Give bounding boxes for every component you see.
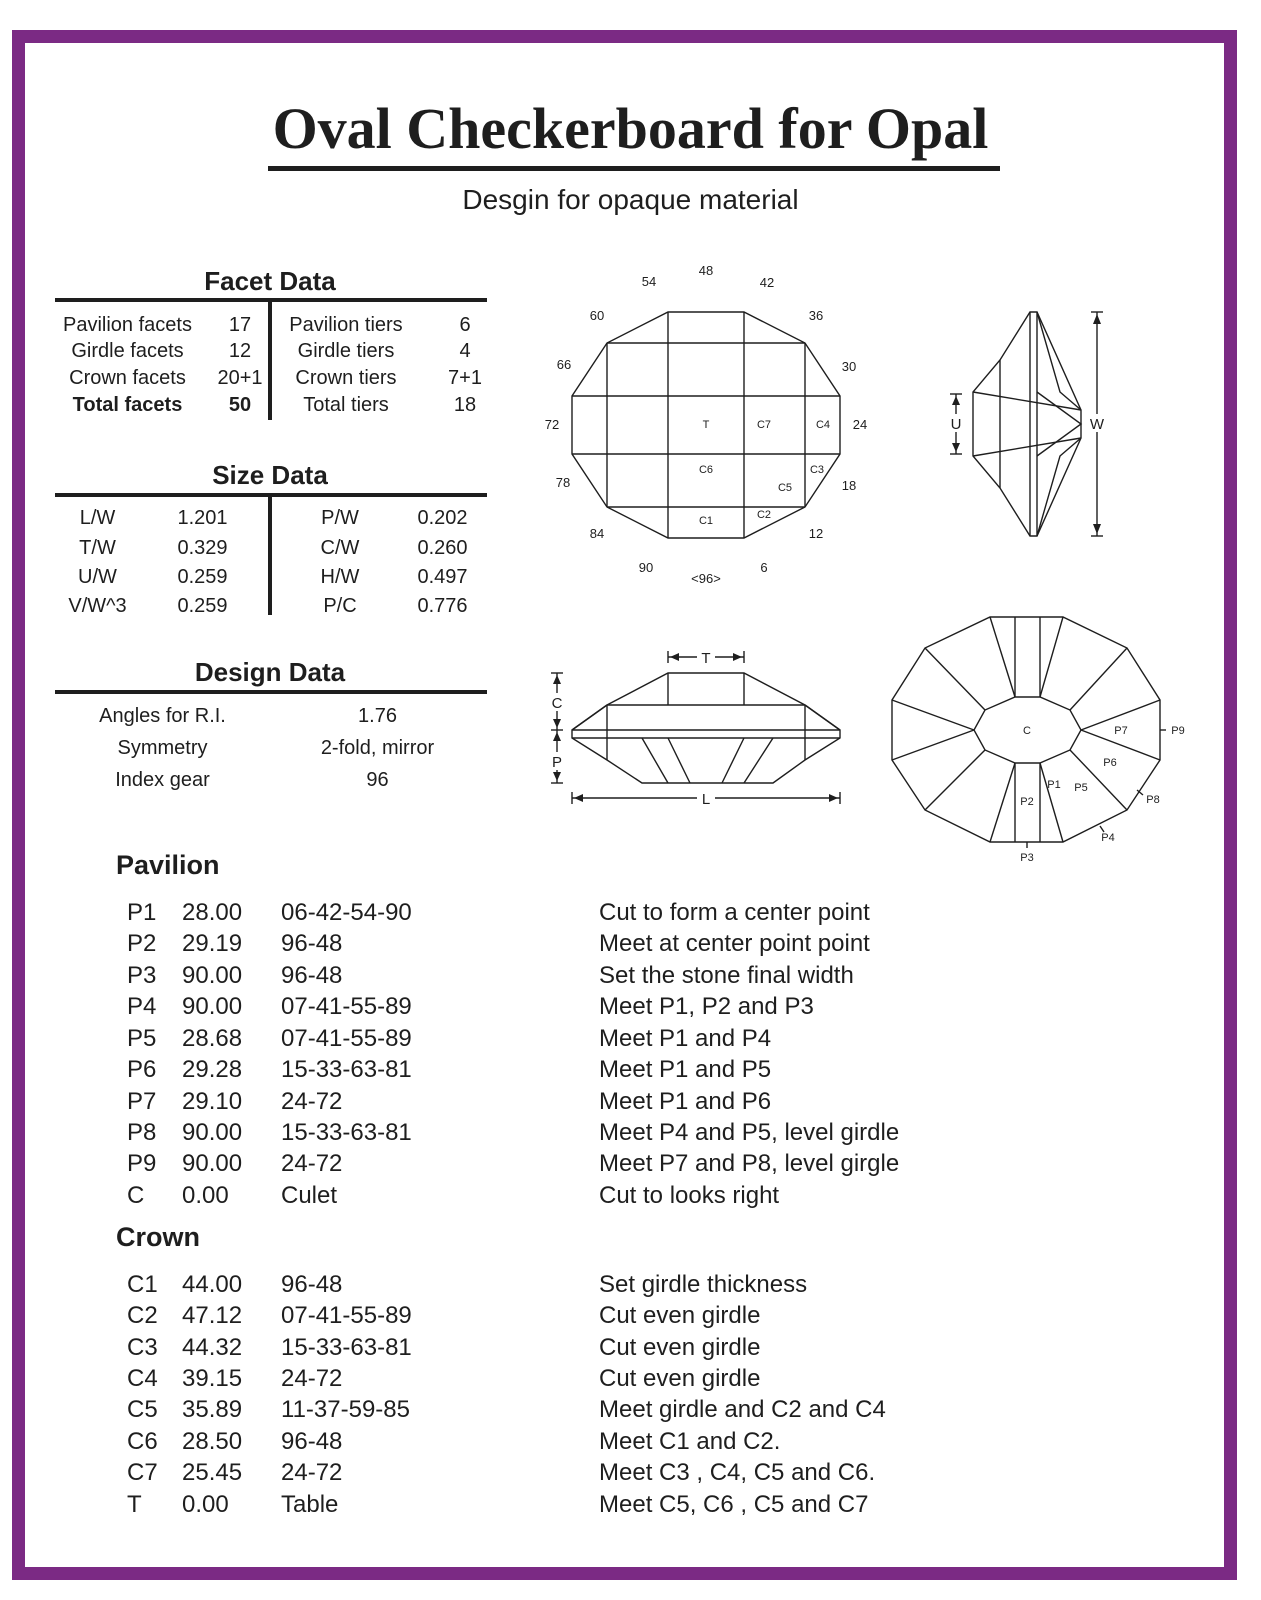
size-value: 0.329 bbox=[177, 537, 228, 559]
dimension-label: C bbox=[551, 695, 563, 712]
index-label: 54 bbox=[641, 274, 657, 289]
facet-label: P4 bbox=[1101, 832, 1115, 844]
profile-view-arrows bbox=[553, 653, 838, 802]
table-row bbox=[0, 1086, 1261, 1118]
table-row bbox=[0, 991, 1261, 1023]
facet-note: Meet C1 and C2. bbox=[599, 1428, 781, 1455]
table-row bbox=[0, 1180, 1261, 1212]
facet-label: P9 bbox=[1171, 725, 1185, 737]
dimension-label: W bbox=[1089, 416, 1105, 433]
facet-angle: 25.45 bbox=[182, 1459, 243, 1486]
index-label: 66 bbox=[556, 357, 572, 372]
facet-index: 24-72 bbox=[281, 1459, 343, 1486]
facet-index: 24-72 bbox=[281, 1365, 343, 1392]
page-title: Oval Checkerboard for Opal bbox=[272, 96, 989, 161]
facet-value: 12 bbox=[228, 340, 252, 362]
size-label: L/W bbox=[79, 507, 116, 529]
facet-label: P7 bbox=[1114, 725, 1128, 737]
facet-id: P8 bbox=[127, 1119, 157, 1146]
index-label: 12 bbox=[808, 526, 824, 541]
facet-id: P9 bbox=[127, 1150, 157, 1177]
facet-label: C4 bbox=[815, 419, 831, 431]
facet-note: Set girdle thickness bbox=[599, 1271, 808, 1298]
facet-id: P4 bbox=[127, 993, 157, 1020]
facet-note: Set the stone final width bbox=[599, 962, 854, 989]
facet-index: 15-33-63-81 bbox=[281, 1119, 412, 1146]
table-row bbox=[0, 897, 1261, 929]
facet-label: P5 bbox=[1074, 782, 1088, 794]
facet-angle: 90.00 bbox=[182, 993, 243, 1020]
facet-label: C7 bbox=[756, 419, 772, 431]
facet-index: 96-48 bbox=[281, 1271, 343, 1298]
tier-label: Girdle tiers bbox=[297, 340, 395, 362]
facet-note: Cut even girdle bbox=[599, 1365, 761, 1392]
facet-index: 15-33-63-81 bbox=[281, 1056, 412, 1083]
index-label: 36 bbox=[808, 308, 824, 323]
facet-label: P2 bbox=[1020, 796, 1034, 808]
size-value: 1.201 bbox=[177, 507, 228, 529]
facet-data-heading: Facet Data bbox=[204, 266, 336, 296]
tier-value: 4 bbox=[459, 340, 471, 362]
facet-angle: 90.00 bbox=[182, 1150, 243, 1177]
facet-angle: 0.00 bbox=[182, 1182, 229, 1209]
facet-label: C2 bbox=[756, 509, 772, 521]
table-row bbox=[0, 928, 1261, 960]
facet-label: C bbox=[1023, 725, 1031, 737]
facet-index: 24-72 bbox=[281, 1088, 343, 1115]
dimension-label: P bbox=[551, 754, 563, 771]
facet-index: Culet bbox=[281, 1182, 338, 1209]
side-view-arrows bbox=[952, 314, 1101, 534]
facet-index: 07-41-55-89 bbox=[281, 1025, 412, 1052]
dimension-label: U bbox=[950, 416, 962, 433]
facet-angle: 28.68 bbox=[182, 1025, 243, 1052]
facet-index: Table bbox=[281, 1491, 339, 1518]
index-label: 24 bbox=[852, 417, 868, 432]
index-label: 48 bbox=[698, 263, 714, 278]
facet-angle: 29.19 bbox=[182, 930, 243, 957]
table-row bbox=[0, 1054, 1261, 1086]
facet-index: 11-37-59-85 bbox=[281, 1396, 410, 1423]
design-data-heading: Design Data bbox=[194, 657, 346, 687]
facet-label-total: Total facets bbox=[72, 394, 183, 416]
table-row bbox=[0, 1489, 1261, 1521]
table-row bbox=[0, 1332, 1261, 1364]
index-label: <96> bbox=[691, 571, 721, 586]
facet-label: P1 bbox=[1047, 779, 1061, 791]
table-row bbox=[0, 1148, 1261, 1180]
index-label: 60 bbox=[589, 308, 605, 323]
facet-index: 24-72 bbox=[281, 1150, 343, 1177]
facet-id: C7 bbox=[127, 1459, 158, 1486]
tier-label: Crown tiers bbox=[295, 367, 397, 389]
facet-label: P3 bbox=[1020, 852, 1034, 864]
facet-angle: 35.89 bbox=[182, 1396, 243, 1423]
facet-note: Cut even girdle bbox=[599, 1302, 761, 1329]
facet-note: Meet girdle and C2 and C4 bbox=[599, 1396, 886, 1423]
dimension-label: L bbox=[701, 791, 711, 808]
facet-label: C1 bbox=[698, 515, 714, 527]
facet-id: P6 bbox=[127, 1056, 157, 1083]
facet-label: P6 bbox=[1103, 757, 1117, 769]
facet-id: P7 bbox=[127, 1088, 157, 1115]
facet-id: C1 bbox=[127, 1271, 158, 1298]
size-value: 0.202 bbox=[417, 507, 468, 529]
table-row bbox=[0, 1363, 1261, 1395]
profile-view-diagram bbox=[551, 651, 840, 804]
facet-index: 07-41-55-89 bbox=[281, 993, 412, 1020]
size-label: V/W^3 bbox=[68, 595, 127, 617]
size-value: 0.260 bbox=[417, 537, 468, 559]
size-label: U/W bbox=[78, 566, 117, 588]
size-label: C/W bbox=[320, 537, 360, 559]
index-label: 72 bbox=[544, 417, 560, 432]
size-label: T/W bbox=[79, 537, 116, 559]
facet-note: Meet P1, P2 and P3 bbox=[599, 993, 814, 1020]
facet-id: C3 bbox=[127, 1334, 158, 1361]
design-value: 96 bbox=[366, 769, 389, 791]
facet-index: 96-48 bbox=[281, 930, 343, 957]
facet-label: Girdle facets bbox=[71, 340, 184, 362]
facet-angle: 90.00 bbox=[182, 1119, 243, 1146]
facet-value-total: 50 bbox=[228, 394, 252, 416]
facet-note: Meet P1 and P5 bbox=[599, 1056, 772, 1083]
facet-id: C5 bbox=[127, 1396, 158, 1423]
facet-note: Meet P4 and P5, level girdle bbox=[599, 1119, 900, 1146]
facet-id: T bbox=[127, 1491, 142, 1518]
facet-note: Meet P1 and P6 bbox=[599, 1088, 772, 1115]
index-label: 78 bbox=[555, 475, 571, 490]
facet-angle: 0.00 bbox=[182, 1491, 229, 1518]
crown-heading: Crown bbox=[116, 1222, 200, 1252]
design-label: Symmetry bbox=[117, 737, 208, 759]
facet-id: P1 bbox=[127, 899, 157, 926]
table-row bbox=[0, 1394, 1261, 1426]
facet-label: C6 bbox=[698, 464, 714, 476]
tier-label: Total tiers bbox=[303, 394, 389, 416]
facet-index: 07-41-55-89 bbox=[281, 1302, 412, 1329]
tier-value: 7+1 bbox=[448, 367, 482, 389]
facet-label: Pavilion facets bbox=[63, 314, 192, 336]
facet-note: Cut even girdle bbox=[599, 1334, 761, 1361]
facet-label: C3 bbox=[809, 464, 825, 476]
table-row bbox=[0, 1426, 1261, 1458]
facet-note: Meet C3 , C4, C5 and C6. bbox=[599, 1459, 876, 1486]
facet-label: C5 bbox=[777, 482, 793, 494]
index-label: 30 bbox=[841, 359, 857, 374]
facet-value: 17 bbox=[228, 314, 252, 336]
table-row bbox=[0, 1117, 1261, 1149]
crown-view-facet-labels bbox=[699, 419, 830, 527]
facet-note: Meet C5, C6 , C5 and C7 bbox=[599, 1491, 869, 1518]
facet-index: 96-48 bbox=[281, 962, 343, 989]
design-value: 2-fold, mirror bbox=[320, 737, 435, 759]
facet-id: P2 bbox=[127, 930, 157, 957]
size-value: 0.776 bbox=[417, 595, 468, 617]
facet-label: T bbox=[702, 419, 710, 431]
size-label: P/C bbox=[323, 595, 357, 617]
facet-value: 20+1 bbox=[217, 367, 263, 389]
facet-note: Meet at center point point bbox=[599, 930, 870, 957]
facet-note: Meet P7 and P8, level girgle bbox=[599, 1150, 900, 1177]
pavilion-heading: Pavilion bbox=[116, 850, 220, 880]
facet-angle: 28.50 bbox=[182, 1428, 243, 1455]
facet-angle: 44.32 bbox=[182, 1334, 243, 1361]
facet-note: Meet P1 and P4 bbox=[599, 1025, 772, 1052]
table-row bbox=[0, 1023, 1261, 1055]
facet-index: 96-48 bbox=[281, 1428, 343, 1455]
facet-note: Cut to form a center point bbox=[599, 899, 870, 926]
facet-angle: 28.00 bbox=[182, 899, 243, 926]
tier-label: Pavilion tiers bbox=[289, 314, 403, 336]
index-label: 42 bbox=[759, 275, 775, 290]
facet-id: P5 bbox=[127, 1025, 157, 1052]
index-label: 18 bbox=[841, 478, 857, 493]
size-label: P/W bbox=[321, 507, 359, 529]
facet-id: C6 bbox=[127, 1428, 158, 1455]
facet-id: C2 bbox=[127, 1302, 158, 1329]
page-subtitle: Desgin for opaque material bbox=[462, 184, 799, 215]
facet-angle: 39.15 bbox=[182, 1365, 243, 1392]
size-value: 0.259 bbox=[177, 595, 228, 617]
facet-index: 06-42-54-90 bbox=[281, 899, 412, 926]
size-value: 0.259 bbox=[177, 566, 228, 588]
facet-label: Crown facets bbox=[69, 367, 186, 389]
facet-id: P3 bbox=[127, 962, 157, 989]
side-view-labels bbox=[951, 416, 1105, 433]
facet-id: C bbox=[127, 1182, 145, 1209]
side-view-diagram bbox=[950, 312, 1103, 536]
facet-label: P8 bbox=[1146, 794, 1160, 806]
facet-angle: 29.28 bbox=[182, 1056, 243, 1083]
facet-angle: 47.12 bbox=[182, 1302, 243, 1329]
size-label: H/W bbox=[320, 566, 360, 588]
tier-value: 6 bbox=[459, 314, 471, 336]
table-row bbox=[0, 960, 1261, 992]
facet-index: 15-33-63-81 bbox=[281, 1334, 412, 1361]
design-value: 1.76 bbox=[358, 705, 397, 727]
facet-angle: 44.00 bbox=[182, 1271, 243, 1298]
index-label: 84 bbox=[589, 526, 605, 541]
dimension-label: T bbox=[701, 650, 711, 667]
tier-value: 18 bbox=[453, 394, 477, 416]
size-value: 0.497 bbox=[417, 566, 468, 588]
facet-angle: 90.00 bbox=[182, 962, 243, 989]
design-label: Index gear bbox=[115, 769, 210, 791]
size-data-heading: Size Data bbox=[212, 460, 328, 490]
index-label: 90 bbox=[638, 560, 654, 575]
facet-id: C4 bbox=[127, 1365, 158, 1392]
index-label: 6 bbox=[760, 560, 768, 575]
table-row bbox=[0, 1300, 1261, 1332]
facet-note: Cut to looks right bbox=[599, 1182, 780, 1209]
table-row bbox=[0, 1269, 1261, 1301]
table-row bbox=[0, 1457, 1261, 1489]
facet-angle: 29.10 bbox=[182, 1088, 243, 1115]
design-label: Angles for R.I. bbox=[99, 705, 226, 727]
